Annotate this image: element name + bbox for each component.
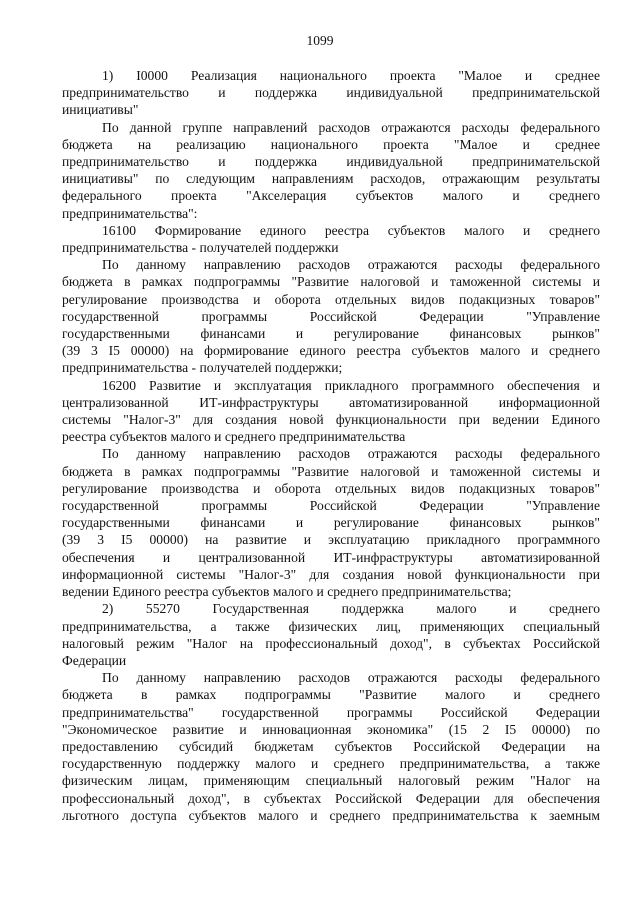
text-line: 2) 55270 Государственная поддержка малого и среднего: [102, 601, 600, 617]
text-line: системы "Налог-3" для создания новой функциональности при ведении Единого: [62, 412, 600, 428]
paragraph: [62, 222, 600, 256]
page-number: 1099: [306, 33, 334, 48]
text-line: По данному направлению расходов отражаются расходы федерального: [102, 670, 600, 686]
text-line: реестра субъектов малого и среднего предпринимательства: [62, 429, 406, 445]
text-line: предпринимательства":: [62, 205, 198, 221]
text-line: предпринимательство и поддержка индивидуальной предпринимательской: [62, 85, 600, 101]
paragraph: [62, 445, 600, 600]
paragraph: [62, 669, 600, 824]
text-line: предпринимательства, а также физических лиц, применяющих специальный: [62, 618, 600, 634]
paragraph: [62, 256, 600, 376]
text-line: льготного доступа субъектов малого и среднего предпринимательства к заемным: [62, 807, 600, 823]
text-line: (39 3 I5 00000) на развитие и эксплуатацию прикладного программного: [62, 532, 600, 548]
text-line: государственную поддержку малого и среднего предпринимательства, а также: [62, 756, 600, 772]
text-line: бюджета в рамках подпрограммы "Развитие налоговой и таможенной системы и: [62, 463, 600, 479]
text-line: Федерации: [62, 652, 127, 668]
paragraph: [62, 67, 600, 119]
text-line: предпринимательства - получателей поддержки: [62, 240, 339, 256]
text-line: налоговый режим "Налог на профессиональный доход", в субъектах Российской: [62, 635, 600, 651]
document-body: [62, 67, 600, 824]
paragraph: [62, 600, 600, 669]
text-line: 16200 Развитие и эксплуатация прикладного программного обеспечения и: [102, 377, 600, 393]
text-line: бюджета на реализацию национального проекта "Малое и среднее: [62, 136, 600, 152]
text-line: ведении Единого реестра субъектов малого и среднего предпринимательства;: [62, 584, 512, 600]
text-line: государственной программы Российской Федерации "Управление: [62, 498, 600, 514]
text-line: инициативы": [62, 102, 139, 118]
text-line: бюджета в рамках подпрограммы "Развитие налоговой и таможенной системы и: [62, 274, 600, 290]
text-line: По данному направлению расходов отражаются расходы федерального: [102, 446, 600, 462]
paragraph: [62, 377, 600, 446]
text-line: федерального проекта "Акселерация субъектов малого и среднего: [62, 188, 600, 204]
text-line: инициативы" по следующим направлениям расходов, отражающим результаты: [62, 171, 600, 187]
text-line: 1) I0000 Реализация национального проекта "Малое и среднее: [102, 68, 600, 83]
paragraph: [62, 119, 600, 222]
text-line: (39 3 I5 00000) на формирование единого реестра субъектов малого и среднего: [62, 343, 600, 359]
text-line: 16100 Формирование единого реестра субъектов малого и среднего: [102, 222, 600, 238]
text-line: предпринимательства - получателей поддержки;: [62, 360, 343, 376]
text-line: предоставлению субсидий бюджетам субъектов Российской Федерации на: [62, 738, 600, 754]
text-line: государственными финансами и регулирование финансовых рынков": [62, 515, 600, 531]
text-line: предпринимательства" государственной программы Российской Федерации: [62, 704, 600, 720]
text-line: профессиональный доход", в субъектах Российской Федерации для обеспечения: [62, 790, 600, 806]
text-line: государственными финансами и регулирование финансовых рынков": [62, 326, 600, 342]
text-line: централизованной ИТ-инфраструктуры автоматизированной информационной: [62, 394, 600, 410]
text-line: "Экономическое развитие и инновационная экономика" (15 2 I5 00000) по: [62, 721, 600, 737]
text-line: регулирование производства и оборота отдельных видов подакцизных товаров": [62, 480, 600, 496]
text-line: По данному направлению расходов отражаются расходы федерального: [102, 257, 600, 273]
text-line: государственной программы Российской Федерации "Управление: [62, 308, 600, 324]
text-line: бюджета в рамках подпрограммы "Развитие малого и среднего: [62, 687, 600, 703]
text-line: По данной группе направлений расходов отражаются расходы федерального: [102, 119, 600, 135]
text-line: предпринимательство и поддержка индивидуальной предпринимательской: [62, 154, 600, 170]
text-line: информационной системы "Налог-3" для создания новой функциональности при: [62, 566, 600, 582]
text-line: физическим лицам, применяющим специальный налоговый режим "Налог на: [62, 773, 600, 789]
text-line: обеспечения и централизованной ИТ-инфраструктуры автоматизированной: [62, 549, 600, 565]
text-line: регулирование производства и оборота отдельных видов подакцизных товаров": [62, 291, 600, 307]
